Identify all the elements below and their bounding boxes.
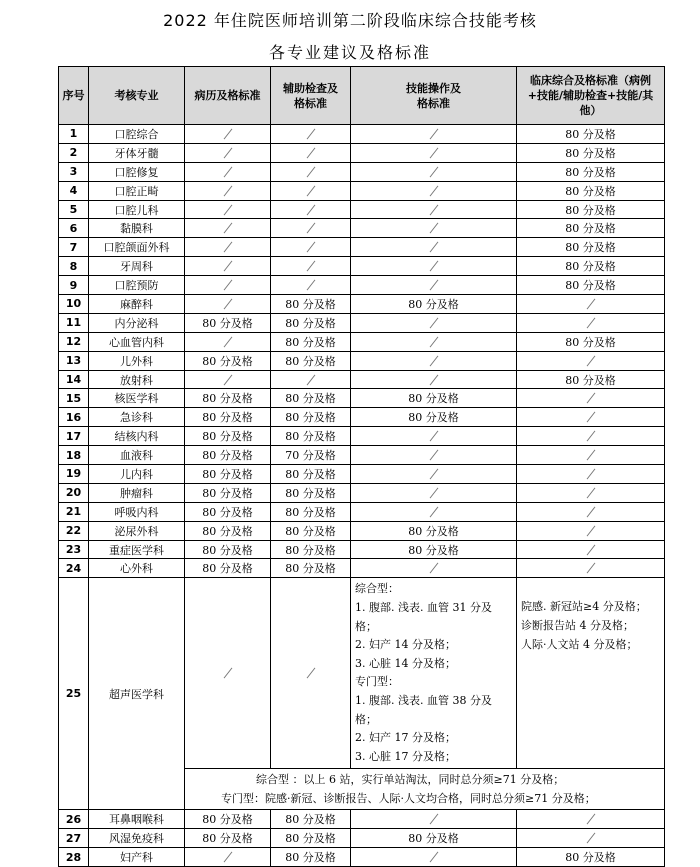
row-skill: 80 分及格: [351, 389, 517, 408]
row-major: 口腔正畸: [89, 181, 185, 200]
row-history: 80 分及格: [185, 446, 271, 465]
row-number: 10: [59, 295, 89, 314]
row-skill: [351, 332, 517, 351]
row-clinical: 80 分及格: [517, 848, 665, 867]
row-number: 27: [59, 829, 89, 848]
table-body: [59, 125, 665, 578]
row-aux: [271, 219, 351, 238]
row-clinical: [517, 313, 665, 332]
row-number: 1: [59, 125, 89, 144]
table-row: [59, 125, 665, 144]
row-aux: [271, 238, 351, 257]
page-subtitle: 各专业建议及格标准: [268, 43, 431, 62]
table-row: [59, 370, 665, 389]
row-number: 3: [59, 162, 89, 181]
row-clinical: 80 分及格: [517, 125, 665, 144]
header-skill: 技能操作及格标准: [351, 67, 517, 125]
row-aux: 80 分及格: [271, 829, 351, 848]
row-clinical: [517, 295, 665, 314]
row-number: 13: [59, 351, 89, 370]
row-major: 儿内科: [89, 465, 185, 484]
row-number: 28: [59, 848, 89, 867]
row-skill-detail: [351, 578, 517, 769]
row-aux: 80 分及格: [271, 332, 351, 351]
row-number: 14: [59, 370, 89, 389]
row-skill: 80 分及格: [351, 408, 517, 427]
row-major: 口腔颌面外科: [89, 238, 185, 257]
table-row: [59, 465, 665, 484]
table-row: [59, 810, 665, 829]
table-header-row: [59, 67, 665, 125]
table-row: [59, 238, 665, 257]
skill-line: 3. 心脏 17 分及格；: [355, 749, 456, 763]
row-aux: 80 分及格: [271, 351, 351, 370]
row-skill: [351, 446, 517, 465]
row-clinical: [517, 540, 665, 559]
row-number: 15: [59, 389, 89, 408]
row-clinical: [517, 389, 665, 408]
header-aux: 辅助检查及格标准: [271, 67, 351, 125]
row-history: [185, 162, 271, 181]
clinical-line: 诊断报告站 4 分及格；: [521, 618, 634, 632]
header-clinical: 临床综合及格标准（病例+技能/辅助检查+技能/其他）: [517, 67, 665, 125]
row-number: 21: [59, 502, 89, 521]
row-clinical: [517, 810, 665, 829]
row-clinical-detail: [517, 578, 665, 769]
row-aux: 80 分及格: [271, 389, 351, 408]
row-major: 黏膜科: [89, 219, 185, 238]
row-number: 23: [59, 540, 89, 559]
row-history: 80 分及格: [185, 502, 271, 521]
row-major: 泌尿外科: [89, 521, 185, 540]
header-seq: 序号: [59, 67, 89, 125]
row-number: 18: [59, 446, 89, 465]
row-aux: 80 分及格: [271, 483, 351, 502]
row-major: 儿外科: [89, 351, 185, 370]
row-aux: [271, 370, 351, 389]
row-history: [185, 332, 271, 351]
row-history: 80 分及格: [185, 829, 271, 848]
row-history: [185, 181, 271, 200]
row-major: 口腔修复: [89, 162, 185, 181]
skill-line: 综合型：: [355, 582, 399, 596]
table-row: [59, 181, 665, 200]
row-25-group: [59, 578, 665, 810]
row-clinical: [517, 521, 665, 540]
row-number: 7: [59, 238, 89, 257]
table-row: [59, 848, 665, 867]
standards-table: [58, 66, 665, 867]
table-row: [59, 219, 665, 238]
table-row: [59, 351, 665, 370]
skill-line: 2. 妇产 17 分及格；: [355, 731, 456, 745]
row-major: 风湿免疫科: [89, 829, 185, 848]
row-clinical: 80 分及格: [517, 370, 665, 389]
row-skill: [351, 143, 517, 162]
row-history: [185, 219, 271, 238]
row-aux: [271, 143, 351, 162]
row-skill: [351, 351, 517, 370]
row-history: 80 分及格: [185, 559, 271, 578]
row-aux: 80 分及格: [271, 295, 351, 314]
row-skill: [351, 313, 517, 332]
row-clinical: 80 分及格: [517, 276, 665, 295]
row-number: 16: [59, 408, 89, 427]
row-skill: [351, 238, 517, 257]
row-clinical: [517, 502, 665, 521]
row-major: 重症医学科: [89, 540, 185, 559]
row-aux: 80 分及格: [271, 427, 351, 446]
header-history: 病历及格标准: [185, 67, 271, 125]
row-aux: [271, 162, 351, 181]
row-major: 牙周科: [89, 257, 185, 276]
row-major: 心血管内科: [89, 332, 185, 351]
row-number: 11: [59, 313, 89, 332]
note-line-2: 专门型：院感·新冠、诊断报告、人际·人文均合格，同时总分须≥71 分及格；: [221, 792, 596, 806]
row-history: [185, 200, 271, 219]
row-skill: 80 分及格: [351, 540, 517, 559]
row-major: 牙体牙髓: [89, 143, 185, 162]
row-aux: [271, 200, 351, 219]
row-clinical: [517, 483, 665, 502]
row-history: [185, 578, 271, 769]
row-aux: [271, 181, 351, 200]
row-number: 20: [59, 483, 89, 502]
row-major: 麻醉科: [89, 295, 185, 314]
header-major: 考核专业: [89, 67, 185, 125]
row-aux: 80 分及格: [271, 559, 351, 578]
table-body-tail: [59, 810, 665, 867]
row-number: 12: [59, 332, 89, 351]
table-row: [59, 313, 665, 332]
row-skill: [351, 276, 517, 295]
row-history: 80 分及格: [185, 313, 271, 332]
page-title: 2022 年住院医师培训第二阶段临床综合技能考核: [163, 11, 537, 30]
row-history: [185, 143, 271, 162]
row-major: 血液科: [89, 446, 185, 465]
row-number: 17: [59, 427, 89, 446]
row-number: 5: [59, 200, 89, 219]
table-row: [59, 502, 665, 521]
row-history: 80 分及格: [185, 465, 271, 484]
row-clinical: [517, 427, 665, 446]
table-row: [59, 389, 665, 408]
row-skill: [351, 848, 517, 867]
table-row: [59, 427, 665, 446]
row-number: 6: [59, 219, 89, 238]
row-history: [185, 370, 271, 389]
row-history: 80 分及格: [185, 427, 271, 446]
row-skill: [351, 200, 517, 219]
row-aux: 80 分及格: [271, 810, 351, 829]
row-clinical: 80 分及格: [517, 332, 665, 351]
row-history: [185, 238, 271, 257]
note-line-1: 综合型 ：以上 6 站，实行单站淘汰，同时总分须≥71 分及格；: [256, 773, 565, 787]
row-skill: [351, 502, 517, 521]
row-history: 80 分及格: [185, 408, 271, 427]
skill-line: 1. 腹部. 浅表. 血管 31 分及格；: [355, 600, 492, 633]
row-aux: 80 分及格: [271, 502, 351, 521]
row-number: 22: [59, 521, 89, 540]
row-history: [185, 257, 271, 276]
row-aux: [271, 257, 351, 276]
row-skill: [351, 257, 517, 276]
row-aux: 80 分及格: [271, 313, 351, 332]
row-number: 2: [59, 143, 89, 162]
row-major: 放射科: [89, 370, 185, 389]
row-clinical: 80 分及格: [517, 219, 665, 238]
table-row: [59, 483, 665, 502]
row-major: 妇产科: [89, 848, 185, 867]
table-row: [59, 578, 665, 769]
row-clinical: [517, 351, 665, 370]
row-skill: [351, 465, 517, 484]
row-aux: 80 分及格: [271, 521, 351, 540]
table-row: [59, 446, 665, 465]
row-major: 耳鼻咽喉科: [89, 810, 185, 829]
row-skill: [351, 219, 517, 238]
row-skill: [351, 162, 517, 181]
row-aux: [271, 276, 351, 295]
row-aux: 80 分及格: [271, 408, 351, 427]
row-history: [185, 848, 271, 867]
row-clinical: 80 分及格: [517, 181, 665, 200]
row-aux: 80 分及格: [271, 848, 351, 867]
row-skill: [351, 370, 517, 389]
table-row: [59, 200, 665, 219]
skill-line: 专门型：: [355, 675, 399, 689]
row-history: 80 分及格: [185, 351, 271, 370]
table-row: [59, 540, 665, 559]
skill-line: 1. 腹部. 浅表. 血管 38 分及格；: [355, 693, 492, 726]
table-row: [59, 559, 665, 578]
table-row: [59, 162, 665, 181]
row-major: 超声医学科: [89, 578, 185, 810]
row-aux: 80 分及格: [271, 540, 351, 559]
row-number: 24: [59, 559, 89, 578]
row-skill: 80 分及格: [351, 829, 517, 848]
table-row: [59, 521, 665, 540]
row-clinical: [517, 465, 665, 484]
row-clinical: 80 分及格: [517, 238, 665, 257]
row-number: 19: [59, 465, 89, 484]
row-history: 80 分及格: [185, 521, 271, 540]
row-skill: [351, 125, 517, 144]
row-major: 呼吸内科: [89, 502, 185, 521]
row-history: 80 分及格: [185, 483, 271, 502]
row-major: 心外科: [89, 559, 185, 578]
row-number: 4: [59, 181, 89, 200]
skill-line: 3. 心脏 14 分及格；: [355, 656, 456, 670]
table-row: [59, 332, 665, 351]
row-number: 26: [59, 810, 89, 829]
row-clinical: [517, 559, 665, 578]
skill-line: 2. 妇产 14 分及格；: [355, 638, 456, 652]
row-major: 结核内科: [89, 427, 185, 446]
row-history: [185, 125, 271, 144]
row-skill: 80 分及格: [351, 295, 517, 314]
row-aux: [271, 125, 351, 144]
clinical-line: 人际·人文站 4 分及格；: [521, 637, 638, 651]
row-history: [185, 276, 271, 295]
row-major: 肿瘤科: [89, 483, 185, 502]
row-history: 80 分及格: [185, 540, 271, 559]
table-row: [59, 276, 665, 295]
row-aux: 80 分及格: [271, 465, 351, 484]
row-skill: [351, 559, 517, 578]
row-skill: [351, 427, 517, 446]
row-clinical: [517, 829, 665, 848]
row-skill: 80 分及格: [351, 521, 517, 540]
table-row: [59, 829, 665, 848]
table-row: [59, 143, 665, 162]
row-major: 口腔综合: [89, 125, 185, 144]
row-clinical: 80 分及格: [517, 200, 665, 219]
table-row: [59, 295, 665, 314]
row-25-note: [185, 769, 665, 810]
row-history: 80 分及格: [185, 389, 271, 408]
clinical-line: 院感. 新冠站≥4 分及格；: [521, 600, 647, 614]
row-history: [185, 295, 271, 314]
row-aux: 70 分及格: [271, 446, 351, 465]
table-row: [59, 257, 665, 276]
row-skill: [351, 483, 517, 502]
row-skill: [351, 810, 517, 829]
row-aux: [271, 578, 351, 769]
row-history: 80 分及格: [185, 810, 271, 829]
row-major: 核医学科: [89, 389, 185, 408]
row-clinical: [517, 408, 665, 427]
row-major: 口腔儿科: [89, 200, 185, 219]
row-number: 9: [59, 276, 89, 295]
row-major: 口腔预防: [89, 276, 185, 295]
row-clinical: 80 分及格: [517, 162, 665, 181]
table-row: [59, 408, 665, 427]
row-major: 急诊科: [89, 408, 185, 427]
row-clinical: 80 分及格: [517, 143, 665, 162]
row-clinical: [517, 446, 665, 465]
row-clinical: 80 分及格: [517, 257, 665, 276]
row-number: 8: [59, 257, 89, 276]
row-number: 25: [59, 578, 89, 810]
row-skill: [351, 181, 517, 200]
row-major: 内分泌科: [89, 313, 185, 332]
